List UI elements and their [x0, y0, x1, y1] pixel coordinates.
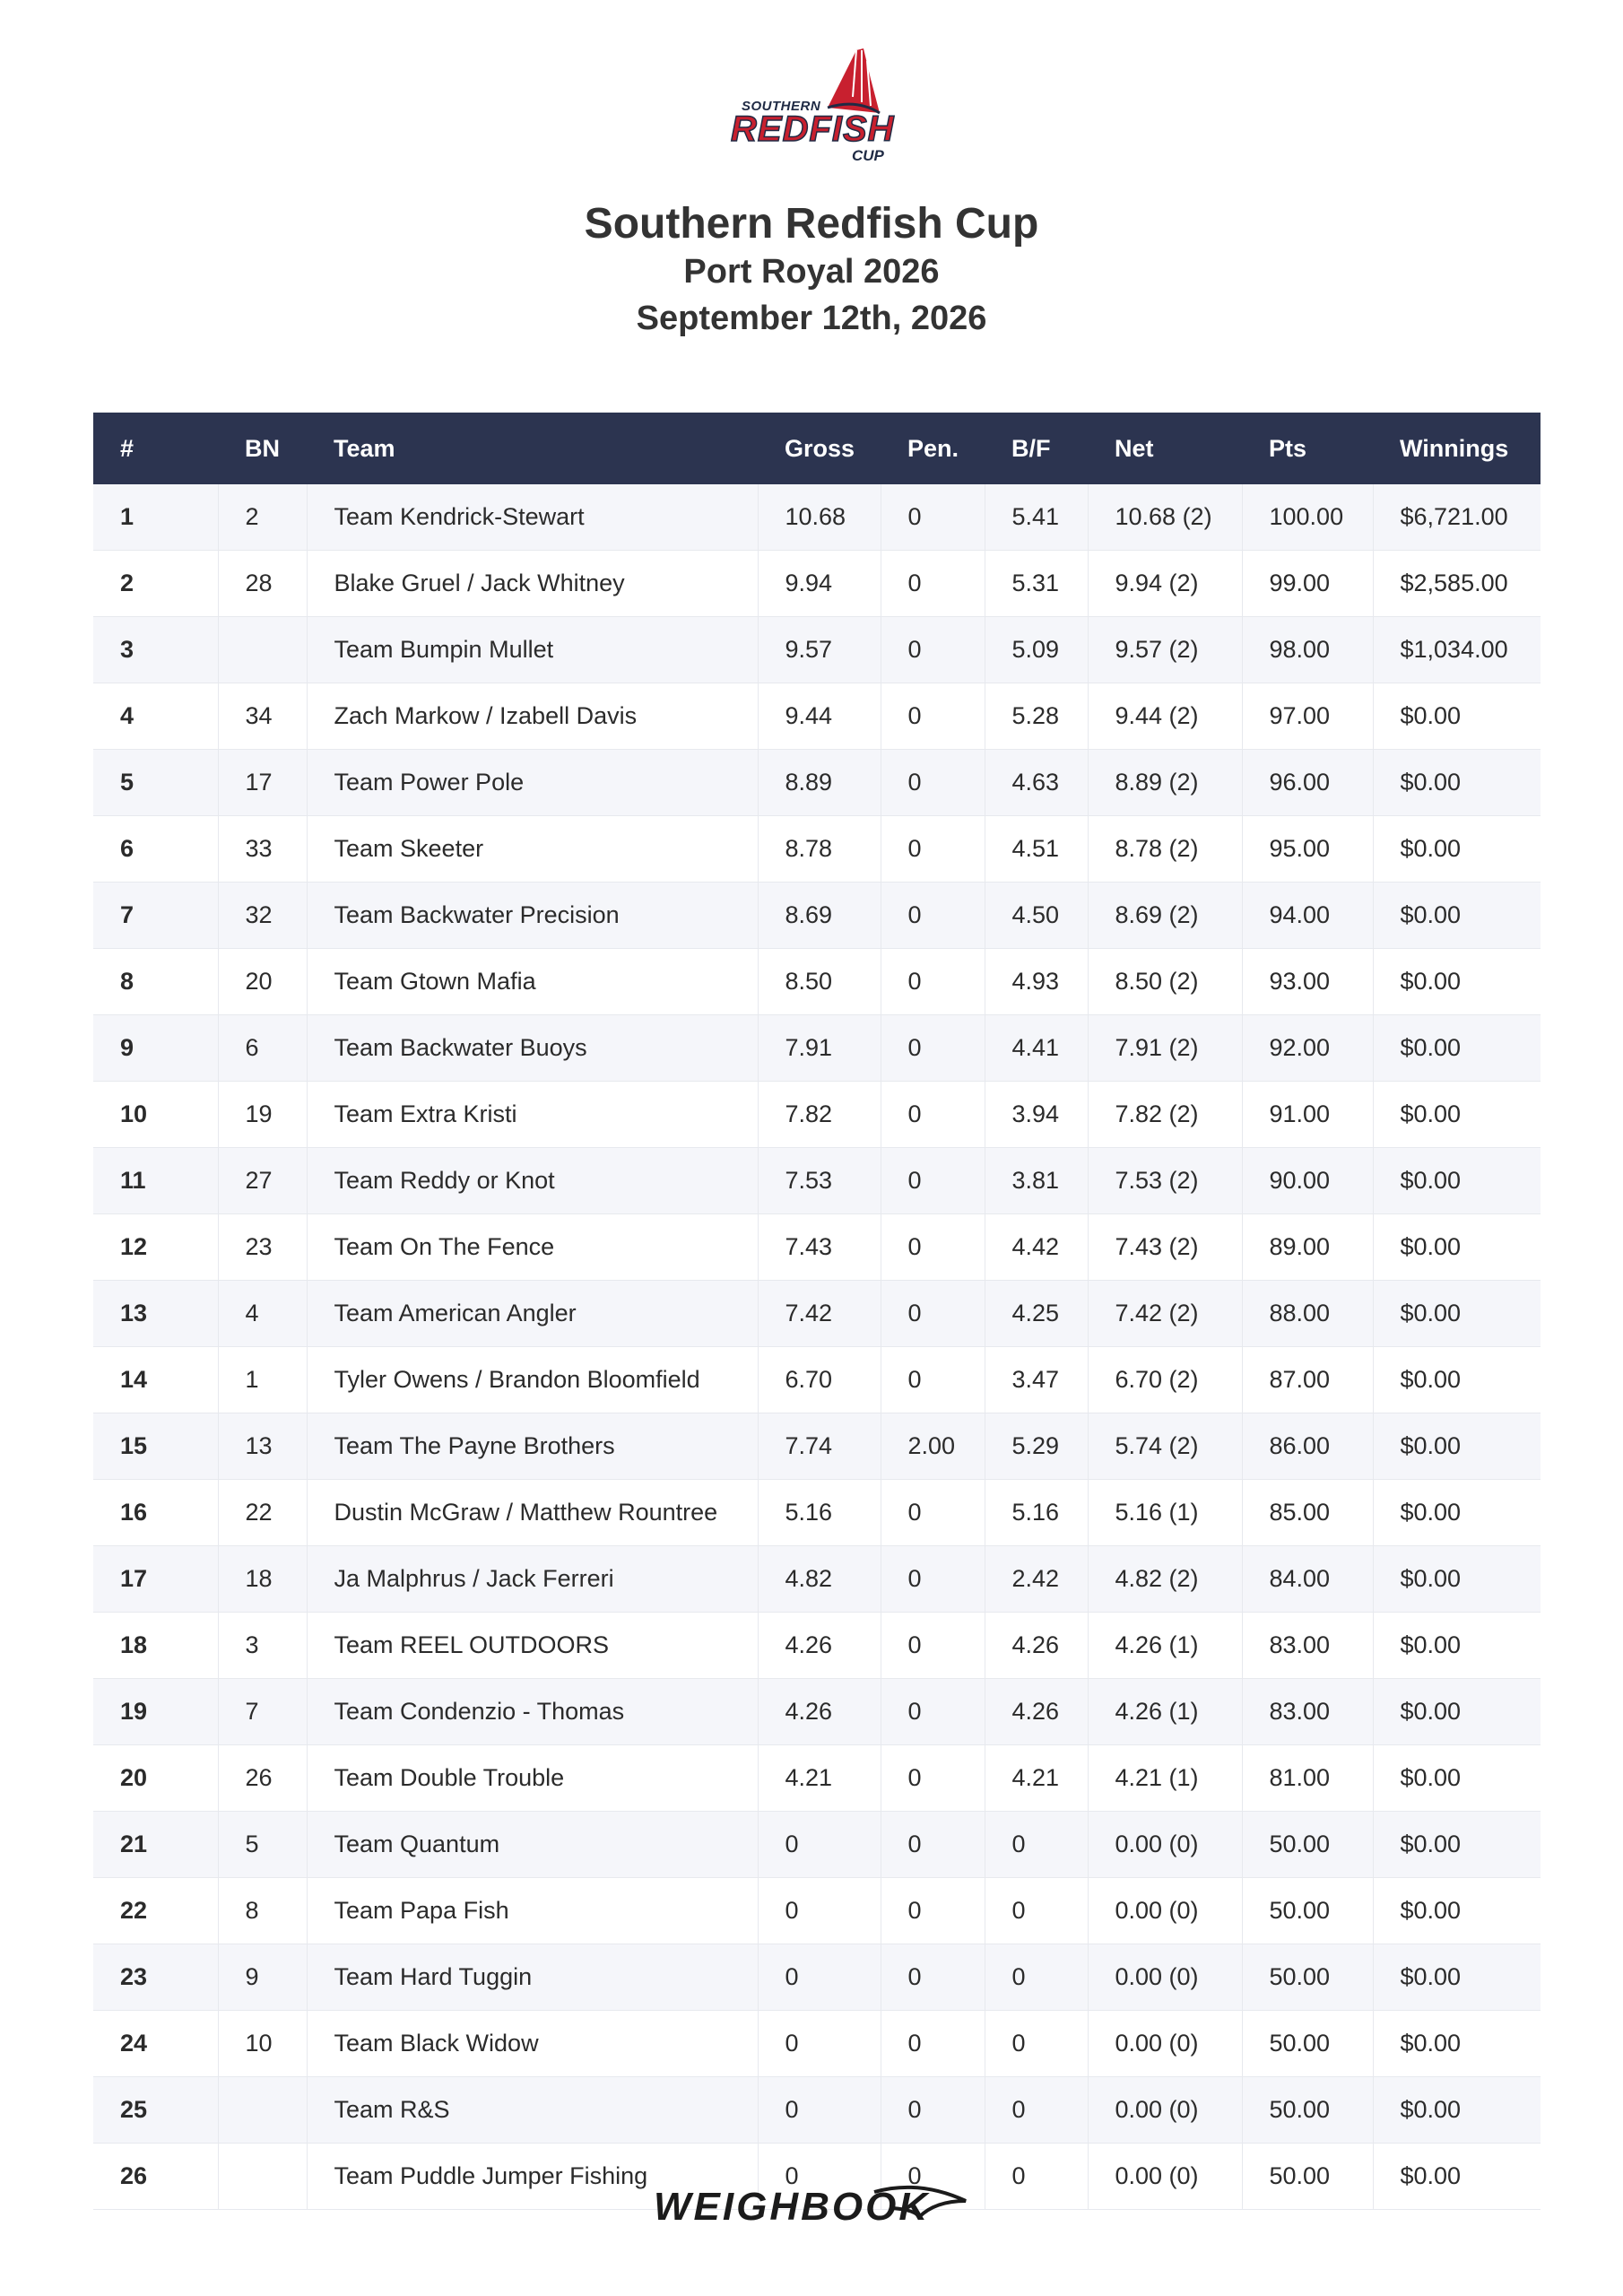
- weighbook-hook-icon: [650, 2174, 973, 2237]
- cell-net: 6.70 (2): [1088, 1347, 1242, 1413]
- cell-gross: 0: [758, 1812, 881, 1878]
- cell-rank: 22: [93, 1878, 218, 1944]
- cell-team: Team American Angler: [307, 1281, 758, 1347]
- cell-penalty: 0: [881, 551, 985, 617]
- cell-penalty: 0: [881, 1082, 985, 1148]
- cell-penalty: 0: [881, 1546, 985, 1613]
- cell-big-fish: 4.63: [985, 750, 1088, 816]
- cell-gross: 9.44: [758, 683, 881, 750]
- cell-gross: 5.16: [758, 1480, 881, 1546]
- column-header-rank[interactable]: #: [120, 434, 135, 462]
- cell-penalty: 0: [881, 1613, 985, 1679]
- cell-penalty: 0: [881, 1812, 985, 1878]
- logo-main-text: REDFISH: [731, 109, 895, 149]
- cell-boat-number: 23: [218, 1214, 307, 1281]
- cell-gross: 0: [758, 2144, 881, 2210]
- cell-big-fish: 4.21: [985, 1745, 1088, 1812]
- cell-rank: 3: [93, 617, 218, 683]
- cell-rank: 15: [93, 1413, 218, 1480]
- cell-winnings: $0.00: [1373, 949, 1541, 1015]
- cell-points: 89.00: [1242, 1214, 1373, 1281]
- cell-team: Team Extra Kristi: [307, 1082, 758, 1148]
- cell-team: Team Double Trouble: [307, 1745, 758, 1812]
- cell-net: 0.00 (0): [1088, 2077, 1242, 2144]
- table-row[interactable]: [93, 883, 1541, 949]
- cell-points: 93.00: [1242, 949, 1373, 1015]
- cell-penalty: 0: [881, 2077, 985, 2144]
- cell-team: Team Papa Fish: [307, 1878, 758, 1944]
- cell-points: 50.00: [1242, 1878, 1373, 1944]
- table-row[interactable]: [93, 1944, 1541, 2011]
- cell-boat-number: 22: [218, 1480, 307, 1546]
- cell-rank: 16: [93, 1480, 218, 1546]
- cell-team: Team R&S: [307, 2077, 758, 2144]
- event-date: September 12th, 2026: [636, 300, 987, 337]
- cell-net: 8.50 (2): [1088, 949, 1242, 1015]
- column-header-penalty[interactable]: Pen.: [907, 434, 959, 462]
- cell-winnings: $0.00: [1373, 683, 1541, 750]
- cell-boat-number: 34: [218, 683, 307, 750]
- cell-boat-number: 18: [218, 1546, 307, 1613]
- cell-rank: 11: [93, 1148, 218, 1214]
- cell-penalty: 0: [881, 1679, 985, 1745]
- cell-rank: 21: [93, 1812, 218, 1878]
- cell-team: Ja Malphrus / Jack Ferreri: [307, 1546, 758, 1613]
- logo-top-text: SOUTHERN: [742, 99, 821, 114]
- cell-winnings: $0.00: [1373, 1214, 1541, 1281]
- table-row[interactable]: [93, 551, 1541, 617]
- cell-net: 9.94 (2): [1088, 551, 1242, 617]
- cell-winnings: $0.00: [1373, 883, 1541, 949]
- cell-rank: 1: [93, 484, 218, 551]
- column-header-net[interactable]: Net: [1115, 434, 1154, 462]
- cell-boat-number: 20: [218, 949, 307, 1015]
- cell-big-fish: 5.16: [985, 1480, 1088, 1546]
- cell-winnings: $0.00: [1373, 1480, 1541, 1546]
- cell-penalty: 0: [881, 1878, 985, 1944]
- cell-net: 0.00 (0): [1088, 2011, 1242, 2077]
- cell-boat-number: 1: [218, 1347, 307, 1413]
- cell-penalty: 0: [881, 1745, 985, 1812]
- cell-net: 0.00 (0): [1088, 1944, 1242, 2011]
- cell-net: 0.00 (0): [1088, 1812, 1242, 1878]
- cell-rank: 5: [93, 750, 218, 816]
- cell-team: Team Puddle Jumper Fishing: [307, 2144, 758, 2210]
- cell-boat-number: 19: [218, 1082, 307, 1148]
- weighbook-logo-text: WEIGHBOOK: [654, 2185, 931, 2229]
- cell-gross: 0: [758, 2011, 881, 2077]
- column-header-winnings[interactable]: Winnings: [1400, 434, 1509, 462]
- cell-rank: 2: [93, 551, 218, 617]
- cell-penalty: 0: [881, 617, 985, 683]
- cell-boat-number: 10: [218, 2011, 307, 2077]
- cell-rank: 6: [93, 816, 218, 883]
- column-header-boat-number[interactable]: BN: [245, 434, 280, 462]
- table-row[interactable]: [93, 484, 1541, 551]
- cell-boat-number: 5: [218, 1812, 307, 1878]
- table-row[interactable]: [93, 1281, 1541, 1347]
- cell-gross: 9.94: [758, 551, 881, 617]
- cell-points: 87.00: [1242, 1347, 1373, 1413]
- cell-penalty: 0: [881, 1480, 985, 1546]
- cell-big-fish: 4.26: [985, 1613, 1088, 1679]
- cell-net: 9.57 (2): [1088, 617, 1242, 683]
- cell-big-fish: 0: [985, 2077, 1088, 2144]
- cell-winnings: $0.00: [1373, 1878, 1541, 1944]
- cell-big-fish: 5.29: [985, 1413, 1088, 1480]
- cell-net: 4.26 (1): [1088, 1679, 1242, 1745]
- cell-winnings: $0.00: [1373, 1679, 1541, 1745]
- cell-points: 100.00: [1242, 484, 1373, 551]
- cell-points: 83.00: [1242, 1613, 1373, 1679]
- cell-penalty: 0: [881, 883, 985, 949]
- cell-points: 50.00: [1242, 2011, 1373, 2077]
- cell-net: 8.69 (2): [1088, 883, 1242, 949]
- results-body: [93, 484, 1541, 2210]
- cell-points: 83.00: [1242, 1679, 1373, 1745]
- cell-team: Zach Markow / Izabell Davis: [307, 683, 758, 750]
- cell-points: 95.00: [1242, 816, 1373, 883]
- cell-net: 10.68 (2): [1088, 484, 1242, 551]
- column-header-points[interactable]: Pts: [1269, 434, 1307, 462]
- table-row[interactable]: [93, 1214, 1541, 1281]
- cell-team: Team Condenzio - Thomas: [307, 1679, 758, 1745]
- cell-penalty: 0: [881, 1148, 985, 1214]
- cell-net: 0.00 (0): [1088, 2144, 1242, 2210]
- cell-team: Team On The Fence: [307, 1214, 758, 1281]
- cell-points: 99.00: [1242, 551, 1373, 617]
- table-row[interactable]: [93, 1413, 1541, 1480]
- cell-team: Team Backwater Precision: [307, 883, 758, 949]
- logo-bottom-text: CUP: [852, 147, 884, 164]
- page-subtitle: Port Royal 2026: [683, 253, 940, 291]
- cell-team: Team Bumpin Mullet: [307, 617, 758, 683]
- cell-winnings: $0.00: [1373, 2144, 1541, 2210]
- cell-points: 92.00: [1242, 1015, 1373, 1082]
- cell-big-fish: 4.42: [985, 1214, 1088, 1281]
- cell-penalty: 0: [881, 1281, 985, 1347]
- cell-boat-number: 13: [218, 1413, 307, 1480]
- cell-rank: 14: [93, 1347, 218, 1413]
- cell-gross: 7.74: [758, 1413, 881, 1480]
- cell-points: 94.00: [1242, 883, 1373, 949]
- cell-boat-number: 6: [218, 1015, 307, 1082]
- cell-boat-number: [218, 617, 307, 683]
- cell-rank: 13: [93, 1281, 218, 1347]
- cell-winnings: $0.00: [1373, 1546, 1541, 1613]
- cell-points: 50.00: [1242, 2077, 1373, 2144]
- cell-gross: 7.42: [758, 1281, 881, 1347]
- cell-points: 90.00: [1242, 1148, 1373, 1214]
- cell-big-fish: 4.51: [985, 816, 1088, 883]
- cell-net: 8.78 (2): [1088, 816, 1242, 883]
- cell-big-fish: 5.41: [985, 484, 1088, 551]
- cell-winnings: $0.00: [1373, 1281, 1541, 1347]
- cell-big-fish: 2.42: [985, 1546, 1088, 1613]
- cell-rank: 7: [93, 883, 218, 949]
- cell-points: 88.00: [1242, 1281, 1373, 1347]
- cell-points: 50.00: [1242, 1944, 1373, 2011]
- cell-boat-number: 3: [218, 1613, 307, 1679]
- cell-boat-number: 32: [218, 883, 307, 949]
- cell-team: Team Black Widow: [307, 2011, 758, 2077]
- footer: [0, 2174, 1623, 2237]
- table-row[interactable]: [93, 949, 1541, 1015]
- logo: [0, 43, 1623, 169]
- cell-winnings: $0.00: [1373, 1613, 1541, 1679]
- column-header-big-fish[interactable]: B/F: [1011, 434, 1051, 462]
- cell-penalty: 0: [881, 1944, 985, 2011]
- cell-winnings: $2,585.00: [1373, 551, 1541, 617]
- cell-points: 85.00: [1242, 1480, 1373, 1546]
- cell-penalty: 0: [881, 816, 985, 883]
- cell-rank: 25: [93, 2077, 218, 2144]
- cell-boat-number: 17: [218, 750, 307, 816]
- cell-penalty: 0: [881, 1347, 985, 1413]
- cell-gross: 9.57: [758, 617, 881, 683]
- cell-points: 97.00: [1242, 683, 1373, 750]
- cell-points: 91.00: [1242, 1082, 1373, 1148]
- table-row[interactable]: [93, 1480, 1541, 1546]
- cell-net: 4.21 (1): [1088, 1745, 1242, 1812]
- cell-boat-number: 9: [218, 1944, 307, 2011]
- cell-penalty: 0: [881, 484, 985, 551]
- cell-team: Team Reddy or Knot: [307, 1148, 758, 1214]
- column-header-team[interactable]: Team: [334, 434, 395, 462]
- cell-penalty: 2.00: [881, 1413, 985, 1480]
- cell-winnings: $0.00: [1373, 2077, 1541, 2144]
- cell-winnings: $0.00: [1373, 1347, 1541, 1413]
- cell-gross: 0: [758, 1878, 881, 1944]
- table-row[interactable]: [93, 816, 1541, 883]
- table-row[interactable]: [93, 617, 1541, 683]
- cell-boat-number: 26: [218, 1745, 307, 1812]
- cell-net: 8.89 (2): [1088, 750, 1242, 816]
- cell-big-fish: 4.41: [985, 1015, 1088, 1082]
- cell-boat-number: 28: [218, 551, 307, 617]
- cell-net: 7.91 (2): [1088, 1015, 1242, 1082]
- cell-net: 7.82 (2): [1088, 1082, 1242, 1148]
- cell-rank: 23: [93, 1944, 218, 2011]
- cell-gross: 7.91: [758, 1015, 881, 1082]
- cell-rank: 9: [93, 1015, 218, 1082]
- cell-winnings: $0.00: [1373, 1082, 1541, 1148]
- cell-big-fish: 3.81: [985, 1148, 1088, 1214]
- cell-net: 7.53 (2): [1088, 1148, 1242, 1214]
- cell-gross: 0: [758, 2077, 881, 2144]
- cell-gross: 8.69: [758, 883, 881, 949]
- cell-gross: 4.21: [758, 1745, 881, 1812]
- cell-big-fish: 5.09: [985, 617, 1088, 683]
- cell-penalty: 0: [881, 2011, 985, 2077]
- table-row[interactable]: [93, 1148, 1541, 1214]
- cell-winnings: $0.00: [1373, 1745, 1541, 1812]
- cell-big-fish: 5.31: [985, 551, 1088, 617]
- cell-team: Team Power Pole: [307, 750, 758, 816]
- cell-points: 84.00: [1242, 1546, 1373, 1613]
- cell-rank: 12: [93, 1214, 218, 1281]
- cell-big-fish: 3.47: [985, 1347, 1088, 1413]
- cell-winnings: $0.00: [1373, 1015, 1541, 1082]
- cell-penalty: 0: [881, 1214, 985, 1281]
- cell-big-fish: 0: [985, 1944, 1088, 2011]
- cell-gross: 8.78: [758, 816, 881, 883]
- cell-net: 9.44 (2): [1088, 683, 1242, 750]
- cell-big-fish: 0: [985, 2011, 1088, 2077]
- cell-winnings: $0.00: [1373, 816, 1541, 883]
- cell-big-fish: 0: [985, 1878, 1088, 1944]
- table-row[interactable]: [93, 1546, 1541, 1613]
- cell-penalty: 0: [881, 949, 985, 1015]
- cell-big-fish: 4.26: [985, 1679, 1088, 1745]
- cell-gross: 6.70: [758, 1347, 881, 1413]
- table-row[interactable]: [93, 1082, 1541, 1148]
- table-row[interactable]: [93, 1679, 1541, 1745]
- cell-winnings: $0.00: [1373, 1944, 1541, 2011]
- cell-boat-number: 2: [218, 484, 307, 551]
- cell-gross: 7.53: [758, 1148, 881, 1214]
- cell-gross: 7.43: [758, 1214, 881, 1281]
- cell-big-fish: 5.28: [985, 683, 1088, 750]
- table-row[interactable]: [93, 1347, 1541, 1413]
- column-header-gross[interactable]: Gross: [785, 434, 855, 462]
- cell-penalty: 0: [881, 2144, 985, 2210]
- cell-gross: 0: [758, 1944, 881, 2011]
- cell-rank: 10: [93, 1082, 218, 1148]
- cell-team: Team REEL OUTDOORS: [307, 1613, 758, 1679]
- cell-net: 5.74 (2): [1088, 1413, 1242, 1480]
- cell-boat-number: 33: [218, 816, 307, 883]
- cell-points: 81.00: [1242, 1745, 1373, 1812]
- cell-points: 50.00: [1242, 1812, 1373, 1878]
- cell-rank: 19: [93, 1679, 218, 1745]
- cell-rank: 4: [93, 683, 218, 750]
- cell-points: 98.00: [1242, 617, 1373, 683]
- table-row[interactable]: [93, 2011, 1541, 2077]
- cell-winnings: $1,034.00: [1373, 617, 1541, 683]
- cell-winnings: $6,721.00: [1373, 484, 1541, 551]
- cell-gross: 4.82: [758, 1546, 881, 1613]
- cell-team: Blake Gruel / Jack Whitney: [307, 551, 758, 617]
- cell-penalty: 0: [881, 750, 985, 816]
- cell-gross: 10.68: [758, 484, 881, 551]
- table-row[interactable]: [93, 1812, 1541, 1878]
- cell-net: 5.16 (1): [1088, 1480, 1242, 1546]
- table-row[interactable]: [93, 683, 1541, 750]
- cell-big-fish: 0: [985, 2144, 1088, 2210]
- cell-boat-number: 7: [218, 1679, 307, 1745]
- cell-points: 86.00: [1242, 1413, 1373, 1480]
- cell-team: Team Gtown Mafia: [307, 949, 758, 1015]
- cell-winnings: $0.00: [1373, 1413, 1541, 1480]
- cell-team: Team Skeeter: [307, 816, 758, 883]
- cell-net: 0.00 (0): [1088, 1878, 1242, 1944]
- cell-net: 4.82 (2): [1088, 1546, 1242, 1613]
- cell-winnings: $0.00: [1373, 750, 1541, 816]
- cell-gross: 7.82: [758, 1082, 881, 1148]
- cell-winnings: $0.00: [1373, 1148, 1541, 1214]
- table-row[interactable]: [93, 2077, 1541, 2144]
- cell-points: 50.00: [1242, 2144, 1373, 2210]
- cell-penalty: 0: [881, 1015, 985, 1082]
- cell-big-fish: 0: [985, 1812, 1088, 1878]
- cell-gross: 4.26: [758, 1679, 881, 1745]
- cell-gross: 8.50: [758, 949, 881, 1015]
- table-row[interactable]: [93, 1015, 1541, 1082]
- cell-rank: 26: [93, 2144, 218, 2210]
- cell-gross: 4.26: [758, 1613, 881, 1679]
- cell-team: Team The Payne Brothers: [307, 1413, 758, 1480]
- cell-net: 7.42 (2): [1088, 1281, 1242, 1347]
- cell-rank: 20: [93, 1745, 218, 1812]
- cell-net: 4.26 (1): [1088, 1613, 1242, 1679]
- cell-rank: 24: [93, 2011, 218, 2077]
- page-title: Southern Redfish Cup: [584, 200, 1039, 248]
- cell-rank: 17: [93, 1546, 218, 1613]
- cell-points: 96.00: [1242, 750, 1373, 816]
- table-header-row: [93, 413, 1541, 484]
- cell-big-fish: 4.93: [985, 949, 1088, 1015]
- cell-winnings: $0.00: [1373, 2011, 1541, 2077]
- cell-rank: 18: [93, 1613, 218, 1679]
- cell-net: 7.43 (2): [1088, 1214, 1242, 1281]
- table-row[interactable]: [93, 1878, 1541, 1944]
- cell-winnings: $0.00: [1373, 1812, 1541, 1878]
- cell-team: Tyler Owens / Brandon Bloomfield: [307, 1347, 758, 1413]
- cell-boat-number: 4: [218, 1281, 307, 1347]
- cell-team: Dustin McGraw / Matthew Rountree: [307, 1480, 758, 1546]
- cell-penalty: 0: [881, 683, 985, 750]
- cell-team: Team Backwater Buoys: [307, 1015, 758, 1082]
- cell-boat-number: 8: [218, 1878, 307, 1944]
- cell-big-fish: 4.25: [985, 1281, 1088, 1347]
- cell-big-fish: 3.94: [985, 1082, 1088, 1148]
- cell-gross: 8.89: [758, 750, 881, 816]
- cell-boat-number: [218, 2077, 307, 2144]
- cell-big-fish: 4.50: [985, 883, 1088, 949]
- table-row[interactable]: [93, 1745, 1541, 1812]
- cell-rank: 8: [93, 949, 218, 1015]
- cell-team: Team Quantum: [307, 1812, 758, 1878]
- cell-boat-number: 27: [218, 1148, 307, 1214]
- table-row[interactable]: [93, 1613, 1541, 1679]
- cell-team: Team Kendrick-Stewart: [307, 484, 758, 551]
- results-table: [93, 413, 1541, 2210]
- table-row[interactable]: [93, 750, 1541, 816]
- cell-team: Team Hard Tuggin: [307, 1944, 758, 2011]
